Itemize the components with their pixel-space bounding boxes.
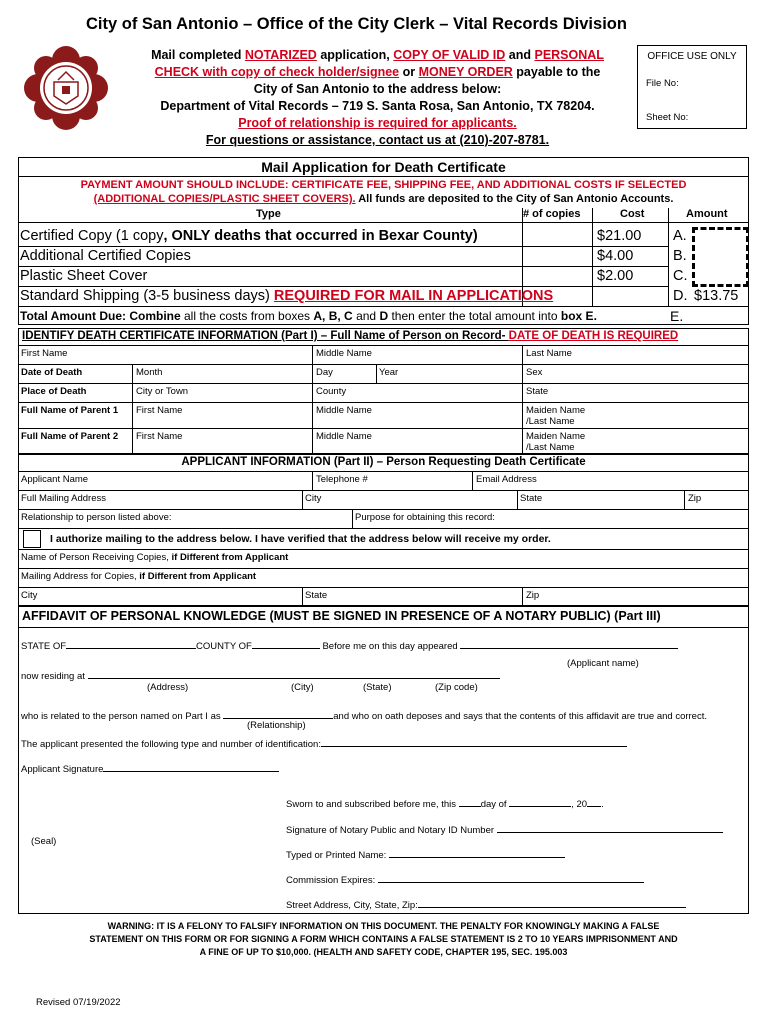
- office-use-box: [637, 45, 747, 129]
- part3-section: [18, 606, 749, 914]
- typed-name-line[interactable]: Typed or Printed Name:: [286, 848, 565, 861]
- zip-label[interactable]: Zip: [688, 493, 702, 504]
- commission-line[interactable]: Commission Expires:: [286, 873, 644, 886]
- telephone-label[interactable]: Telephone #: [316, 474, 368, 485]
- last-name-label[interactable]: Last Name: [526, 348, 572, 359]
- copies-zip-label[interactable]: Zip: [526, 590, 540, 601]
- copies-city-label[interactable]: City: [21, 590, 38, 601]
- warning-text: WARNING: IT IS A FELONY TO FALSIFY INFORMATION ON THIS DOCUMENT. THE PENALTY FOR KNOWINGLY MAKING A FALSE STATEMENT ON THIS FORM OR FOR SIGNING A FORM WHICH CONTAINS A FALSE STATEMENT IS 2 TO 10 YEARS IMPRISONMENT AND A FINE OF UP TO $10,000. (HEALTH AND SAFETY CODE, CHAPTER 195, SEC. 195.003: [89, 921, 678, 957]
- state-caption: (State): [363, 682, 392, 693]
- row-plastic-sheet: Plastic Sheet Cover: [20, 268, 148, 284]
- place-of-death-label: Place of Death: [21, 386, 87, 397]
- address-caption: (Address): [147, 682, 189, 693]
- box-b: B.: [673, 248, 687, 264]
- city-town-label[interactable]: City or Town: [136, 386, 189, 397]
- receiving-name-label[interactable]: Name of Person Receiving Copies, if Different from Applicant: [21, 552, 289, 563]
- county-label[interactable]: County: [316, 386, 347, 397]
- notary-signature-line[interactable]: Signature of Notary Public and Notary ID Number: [286, 823, 723, 836]
- sex-label[interactable]: Sex: [526, 367, 543, 378]
- part2-section: [18, 454, 749, 606]
- total-due-text: Total Amount Due: Combine all the costs from boxes A, B, C and D then enter the total amount into box E.: [20, 309, 597, 323]
- related-line[interactable]: who is related to the person named on Part I as and who on oath deposes and says that the contents of this affidavit are true and correct.: [21, 711, 707, 722]
- state-label[interactable]: State: [526, 386, 549, 397]
- cost-plastic: $2.00: [597, 268, 634, 284]
- parent2-first[interactable]: First Name: [136, 431, 183, 442]
- parent1-label: Full Name of Parent 1: [21, 405, 119, 416]
- box-a: A.: [673, 228, 687, 244]
- box-e[interactable]: E.: [670, 308, 684, 324]
- day-label[interactable]: Day: [316, 367, 333, 378]
- file-no-label: File No:: [646, 78, 679, 89]
- parent1-maiden[interactable]: Maiden Name /Last Name: [526, 405, 586, 427]
- amount-shipping: $13.75: [694, 288, 739, 304]
- box-c: C.: [673, 268, 688, 284]
- relationship-caption: (Relationship): [247, 720, 306, 731]
- authorize-text: I authorize mailing to the address below. I have verified that the address below will receive my order.: [50, 533, 551, 545]
- email-label[interactable]: Email Address: [476, 474, 537, 485]
- part1-section: [18, 328, 749, 454]
- col-type: Type: [256, 208, 281, 220]
- sheet-no-label: Sheet No:: [646, 112, 689, 123]
- revised-date: Revised 07/19/2022: [36, 997, 121, 1008]
- relationship-label[interactable]: Relationship to person listed above:: [21, 512, 172, 523]
- col-copies: # of copies: [523, 208, 581, 220]
- amount-box-abc[interactable]: [692, 227, 749, 287]
- city-caption: (City): [291, 682, 314, 693]
- parent1-first[interactable]: First Name: [136, 405, 183, 416]
- row-shipping: Standard Shipping (3-5 business days) REQUIRED FOR MAIL IN APPLICATIONS: [20, 288, 554, 304]
- applicant-name-caption: (Applicant name): [567, 658, 639, 669]
- parent2-label: Full Name of Parent 2: [21, 431, 119, 442]
- page-title: City of San Antonio – Office of the City Clerk – Vital Records Division: [86, 15, 627, 33]
- mailing-copies-label[interactable]: Mailing Address for Copies, if Different from Applicant: [21, 571, 257, 582]
- row-certified-copy: Certified Copy (1 copy, ONLY deaths that occurred in Bexar County): [20, 228, 478, 244]
- middle-name-label[interactable]: Middle Name: [316, 348, 372, 359]
- applicant-name-label[interactable]: Applicant Name: [21, 474, 89, 485]
- seal-label: (Seal): [31, 836, 57, 847]
- street-address-line[interactable]: Street Address, City, State, Zip:: [286, 898, 686, 911]
- year-label[interactable]: Year: [379, 367, 399, 378]
- box-d: D.: [673, 288, 688, 304]
- state-label-p2[interactable]: State: [520, 493, 543, 504]
- part3-title: AFFIDAVIT OF PERSONAL KNOWLEDGE (MUST BE SIGNED IN PRESENCE OF A NOTARY PUBLIC) (Part III): [22, 609, 661, 623]
- row-additional-copies: Additional Certified Copies: [20, 248, 191, 264]
- parent2-middle[interactable]: Middle Name: [316, 431, 372, 442]
- parent2-maiden[interactable]: Maiden Name /Last Name: [526, 431, 586, 453]
- state-of-line[interactable]: STATE OF COUNTY OF Before me on this day appeared: [21, 639, 678, 652]
- now-residing-line[interactable]: now residing at: [21, 669, 500, 682]
- cost-additional: $4.00: [597, 248, 634, 264]
- first-name-label[interactable]: First Name: [21, 348, 68, 359]
- date-of-death-label: Date of Death: [21, 367, 83, 378]
- copies-state-label[interactable]: State: [305, 590, 328, 601]
- instructions: Mail completed NOTARIZED application, COPY OF VALID ID and PERSONAL CHECK with copy of check holder/signee or MONEY ORDER payable to the City of San Antonio to the address below: Department of Vital Records – 719 S. Santa Rosa, San Antonio, TX 78204. Proof of relationship is required for applicants. For questions or assistance, contact us at (210)-207-8781.: [151, 48, 604, 147]
- city-label[interactable]: City: [305, 493, 322, 504]
- month-label[interactable]: Month: [136, 367, 163, 378]
- mailing-address-label[interactable]: Full Mailing Address: [21, 493, 107, 504]
- part1-title: IDENTIFY DEATH CERTIFICATE INFORMATION (Part I) – Full Name of Person on Record- DATE OF DEATH IS REQUIRED: [22, 330, 679, 342]
- authorize-checkbox[interactable]: [23, 530, 41, 548]
- sworn-line[interactable]: Sworn to and subscribed before me, this day of , 20 .: [286, 799, 604, 810]
- col-amount: Amount: [686, 208, 728, 220]
- payment-notice: PAYMENT AMOUNT SHOULD INCLUDE: CERTIFICATE FEE, SHIPPING FEE, AND ADDITIONAL COSTS IF SELECTED (ADDITIONAL COPIES/PLASTIC SHEET COVERS). All funds are deposited to the City of San Antonio Accounts.: [80, 179, 687, 205]
- parent1-middle[interactable]: Middle Name: [316, 405, 372, 416]
- col-cost: Cost: [620, 208, 645, 220]
- part2-title: APPLICANT INFORMATION (Part II) – Person Requesting Death Certificate: [181, 456, 586, 468]
- cost-certified: $21.00: [597, 228, 642, 244]
- payment-title: Mail Application for Death Certificate: [261, 159, 506, 175]
- purpose-label[interactable]: Purpose for obtaining this record:: [355, 512, 495, 523]
- office-use-title: OFFICE USE ONLY: [647, 51, 737, 62]
- zip-caption: (Zip code): [435, 682, 478, 693]
- applicant-signature-line[interactable]: Applicant Signature: [21, 762, 279, 775]
- identification-line[interactable]: The applicant presented the following type and number of identification:: [21, 737, 627, 750]
- city-seal-logo: [22, 44, 110, 132]
